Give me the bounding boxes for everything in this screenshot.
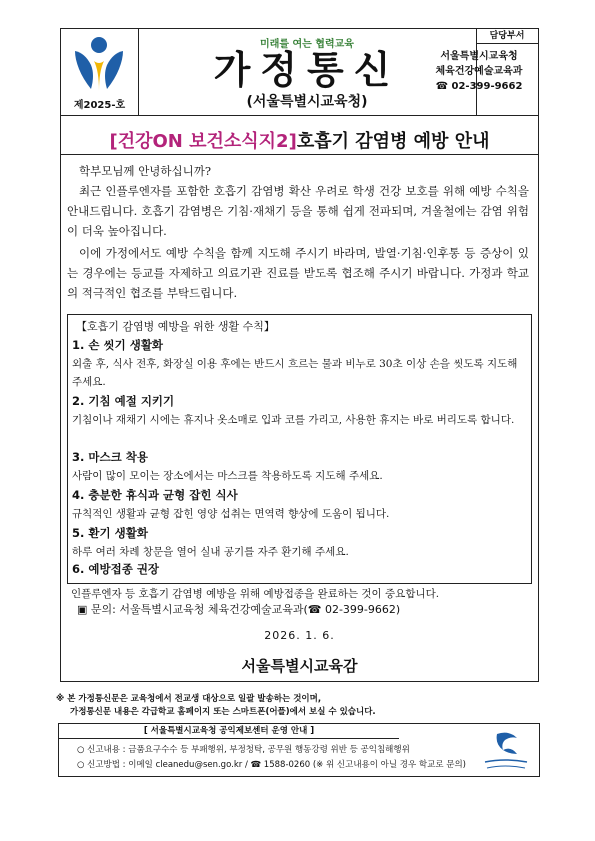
title-divider — [61, 154, 538, 155]
footnote-1: ※ 본 가정통신문은 교육청에서 전교생 대상으로 일괄 발송하는 것이며, — [56, 694, 322, 704]
page-title: 가정통신 — [213, 48, 401, 92]
report-method: ○ 신고방법 : 이메일 cleanedu@sen.go.kr / ☎ 1588-0260 (※ 위 신고내용이 아닐 경우 학교로 문의) — [77, 760, 466, 770]
issuing-organization: 서울특별시교육감 — [241, 657, 358, 675]
rule-title: 3. 마스크 착용 — [72, 450, 148, 464]
rule-title: 4. 충분한 휴식과 균형 잡힌 식사 — [72, 488, 238, 502]
seoul-education-logo — [61, 31, 138, 97]
rule-title: 5. 환기 생활화 — [72, 526, 148, 540]
rule-title: 6. 예방접종 권장 — [72, 562, 160, 576]
department-name-2: 체육건강예술교육과 — [435, 66, 523, 77]
whistleblower-heading: [ 서울특별시교육청 공익제보센터 운영 안내 ] — [59, 724, 399, 739]
paragraph-1: 최근 인플루엔자를 포함한 호흡기 감염병 확산 우려로 학생 건강 보호를 위해 예방 수칙을 안내드립니다. 호흡기 감염병은 기침·재채기 등을 통해 쉽게 전파되며, 겨울철에는 감염 위험이 더욱 높아집니다. — [67, 184, 529, 238]
rule-title: 1. 손 씻기 생활화 — [72, 338, 164, 352]
rule-title: 2. 기침 예절 지키기 — [72, 394, 175, 408]
rule-text: 기침이나 재채기 시에는 휴지나 옷소매로 입과 코를 가리고, 사용한 휴지는 바로 버리도록 합니다. — [72, 414, 515, 426]
article-title-text: 호흡기 감염병 예방 안내 — [296, 131, 490, 152]
rule-text: 외출 후, 식사 전후, 화장실 이용 후에는 반드시 흐르는 물과 비누로 30초 이상 손을 씻도록 지도해 주세요. — [72, 358, 518, 388]
paragraph-2: 이에 가정에서도 예방 수칙을 함께 지도해 주시기 바라며, 발열·기침·인후통 등 증상이 있는 경우에는 등교를 자제하고 의료기관 진료를 받도록 협조해 주시기 바랍니다. 가정과 학교의 적극적인 협조를 부탁드립니다. — [67, 246, 529, 300]
footnote-2: 가정통신문 내용은 각급학교 홈페이지 또는 스마트폰(어플)에서 보실 수 있습니다. — [70, 707, 376, 717]
rule-text: 사람이 많이 모이는 장소에서는 마스크를 착용하도록 지도해 주세요. — [72, 470, 383, 482]
campaign-logo — [477, 728, 535, 772]
department-name-1: 서울특별시교육청 — [440, 51, 518, 62]
whistleblower-box — [58, 723, 540, 777]
article-title — [61, 127, 538, 153]
page-subtitle: (서울특별시교육청) — [246, 94, 368, 110]
department-label: 담당부서 — [476, 29, 538, 44]
rule-text: 인플루엔자 등 호흡기 감염병 예방을 위해 예방접종을 완료하는 것이 중요합니다. — [71, 588, 440, 600]
article-tag: [건강ON 보건소식지2] — [109, 131, 297, 152]
report-content: ○ 신고내용 : 금품요구수수 등 부패행위, 부정청탁, 공무원 행동강령 위반 등 공익침해행위 — [77, 745, 410, 755]
logo-cell — [61, 29, 139, 116]
department-info — [419, 49, 539, 94]
issue-date: 2026. 1. 6. — [264, 629, 335, 642]
rule-text: 규칙적인 생활과 균형 잡힌 영양 섭취는 면역력 향상에 도움이 됩니다. — [72, 508, 390, 520]
department-phone: ☎ 02-399-9662 — [435, 81, 523, 92]
rules-box — [67, 314, 532, 584]
issue-number: 제2025-호 — [73, 100, 126, 111]
newsletter-frame — [60, 28, 539, 682]
rules-heading: 【호흡기 감염병 예방을 위한 생활 수칙】 — [76, 320, 275, 333]
greeting: 학부모님께 안녕하십니까? — [79, 164, 212, 178]
slogan: 미래를 여는 협력교육 — [260, 39, 354, 50]
rule-text: 하루 여러 차례 창문을 열어 실내 공기를 자주 환기해 주세요. — [72, 546, 349, 558]
contact-info: ▣ 문의: 서울특별시교육청 체육건강예술교육과(☎ 02-399-9662) — [77, 603, 401, 616]
